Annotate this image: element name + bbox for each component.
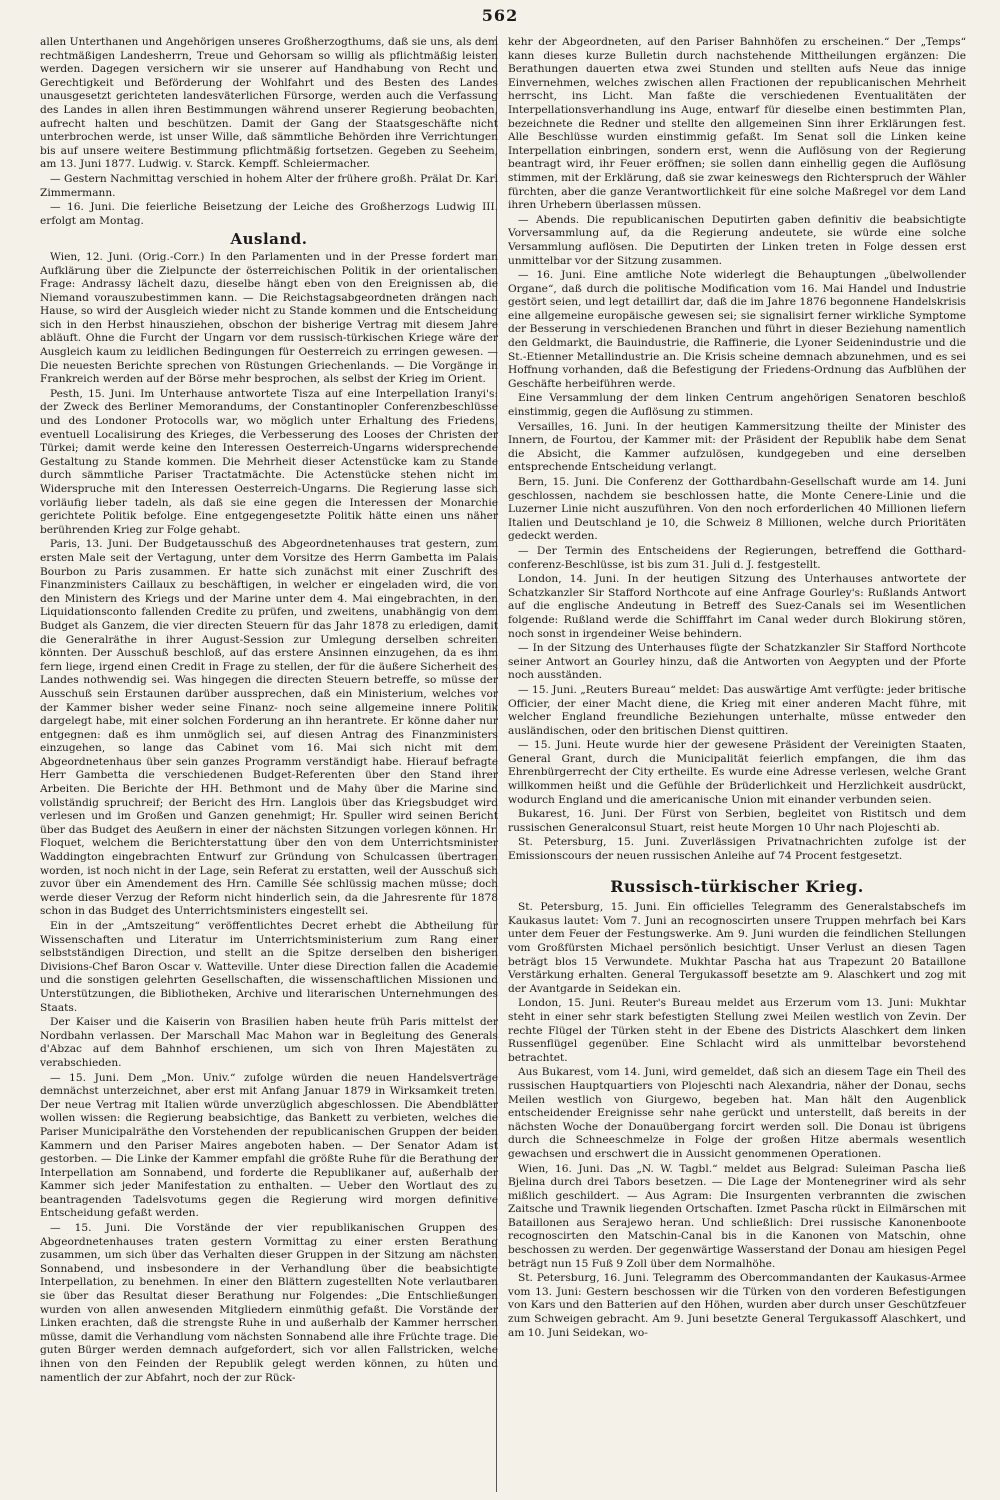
paragraph: — Der Termin des Entscheidens der Regierungen, betreffend die Gotthard-conferenz-Beschlüsse, ist bis zum 31. Juli d. J. festgestellt.	[508, 544, 966, 571]
paragraph: St. Petersburg, 16. Juni. Telegramm des Obercommandanten der Kaukasus-Armee vom 13. Juni: Gestern beschossen wir die Türken von den vorderen Befestigungen von Kars und den Batterien auf den Höhen, wurden aber durch unser Geschützfeuer zum Schweigen gebracht. Am 9. Juni besetzte General Tergukassoff Alaschkert, und am 10. Juni Seidekan, wo-	[508, 1272, 966, 1339]
paragraph: Eine Versammlung der dem linken Centrum angehörigen Senatoren beschloß einstimmig, gegen die Auflösung zu stimmen.	[508, 392, 966, 419]
paragraph: — 15. Juni. Die Vorstände der vier republikanischen Gruppen des Abgeordnetenhauses traten gestern Vormittag zu einer ersten Berathung zusammen, um sich über das Verhalten dieser Gruppen in der Sitzung am nächsten Sonnabend, und insbesondere in der Verhandlung über die beabsichtigte Interpellation, zu benehmen. In einer den Blättern zugestellten Note verlautbaren sie über das Resultat dieser Berathung nur Folgendes: „Die Entschließungen wurden von allen anwesenden Mitgliedern einmüthig gefaßt. Die Vorstände der Linken erachten, daß die strengste Ruhe in und außerhalb der Kammer herrschen müsse, damit die Verhandlung vom nächsten Sonnabend alle ihre Früchte trage. Die guten Bürger werden demnach aufgefordert, sich vor allen Fallstricken, welche ihnen von den Feinden der Republik gelegt werden können, zu hüten und namentlich der zur Abfahrt, noch der zur Rück-	[40, 1222, 498, 1384]
paragraph: — 16. Juni. Eine amtliche Note widerlegt die Behauptungen „übelwollender Organe“, daß durch die politische Modification vom 16. Mai Handel und Industrie gestört seien, und legt detaillirt dar, daß die im Jahre 1876 begonnene Handelskrisis eine allgemeine europäische gewesen sei; sie signalisirt ferner wirkliche Symptome der Besserung in verschiedenen Branchen und führt in dieser Beziehung namentlich den Geldmarkt, die Bauindustrie, die Raffinerie, die Lyoner Seidenindustrie und die St.-Etienner Metallindustrie an. Die Krisis scheine demnach abzunehmen, und es sei Hoffnung vorhanden, daß die Befestigung der Friedens-Ordnung das Aufblühen der Geschäfte herbeiführen werde.	[508, 269, 966, 390]
paragraph: Wien, 16. Juni. Das „N. W. Tagbl.“ meldet aus Belgrad: Suleiman Pascha ließ Bjelina durch drei Tabors besetzen. — Die Lage der Montenegriner wird als sehr mißlich geschildert. — Aus Agram: Die Insurgenten verbrannten die zwischen Zaitsche und Trawnik liegenden Ortschaften. Izmet Pascha rückt in Eilmärschen mit Bataillonen aus Serajewo heran. Und schließlich: Drei russische Kanonenboote recognoscirten den Matschin-Canal bis in die Kanonen von Matschin, ohne beschossen zu werden. Der gegenwärtige Wasserstand der Donau am hiesigen Pegel beträgt nun 15 Fuß 9 Zoll über dem Normalhöhe.	[508, 1162, 966, 1270]
paragraph: Der Kaiser und die Kaiserin von Brasilien haben heute früh Paris mittelst der Nordbahn verlassen. Der Marschall Mac Mahon war in Begleitung des Generals d'Abzac auf dem Bahnhof erschienen, um sich von Ihren Majestäten zu verabschieden.	[40, 1016, 498, 1069]
paragraph: — 15. Juni. „Reuters Bureau“ meldet: Das auswärtige Amt verfügte: jeder britische Officier, der einer Macht diene, die Krieg mit einer anderen Macht führe, mit welcher England freundliche Beziehungen unterhalte, müsse entweder den ausländischen, oder den britischen Dienst quittiren.	[508, 683, 966, 737]
left-paragraphs-bottom	[40, 251, 498, 1385]
right-paragraphs-bottom	[508, 901, 966, 1340]
paragraph: — 15. Juni. Dem „Mon. Univ.“ zufolge würden die neuen Handelsverträge demnächst unterzeichnet, aber erst mit Anfang Januar 1879 in Wirksamkeit treten. Der neue Vertrag mit Italien würde unverzüglich abgeschlossen. Die Abendblätter wollen wissen: die Regierung beabsichtige, das Bankett zu verbieten, welches die Pariser Municipalräthe den Vorstehenden der republicanischen Gruppen der beiden Kammern und den Pariser Maires angeboten haben. — Der Senator Adam ist gestorben. — Die Linke der Kammer empfahl die größte Ruhe für die Berathung der Interpellation am Sonnabend, und forderte die Republikaner auf, außerhalb der Kammer sich jeder Manifestation zu enthalten. — Ueber den Wortlaut des zu beantragenden Tadelsvotums gegen die Regierung wird morgen definitive Entscheidung gefaßt werden.	[40, 1071, 498, 1220]
page-number: 562	[481, 6, 519, 25]
paragraph: London, 15. Juni. Reuter's Bureau meldet aus Erzerum vom 13. Juni: Mukhtar steht in einer sehr stark befestigten Stellung zwei Meilen westlich von Zevin. Der rechte Flügel der Türken steht in der Ebene des Districts Alaschkert dem linken Russenflügel gegenüber. Eine Schlacht wird als unmittelbar bevorstehend betrachtet.	[508, 997, 966, 1064]
paragraph: Bukarest, 16. Juni. Der Fürst von Serbien, begleitet von Ristitsch und dem russischen Generalconsul Stuart, reist heute Morgen 10 Uhr nach Plojeschti ab.	[508, 808, 966, 834]
paragraph: Bern, 15. Juni. Die Conferenz der Gotthardbahn-Gesellschaft wurde am 14. Juni geschlossen, nachdem sie beschlossen hatte, die Monte Cenere-Linie und die Luzerner Linie nicht auszuführen. Von den noch erforderlichen 40 Millionen liefern Italien und Deutschland je 10, die Schweiz 8 Millionen, welche durch Prioritäten gedeckt werden.	[508, 476, 966, 543]
paragraph: Versailles, 16. Juni. In der heutigen Kammersitzung theilte der Minister des Innern, de Fourtou, der Kammer mit: der Präsident der Republik habe dem Senat die Absicht, die Kammer aufzulösen, kundgegeben und eine derselben entsprechende Entscheidung verlangt.	[508, 420, 966, 474]
paragraph: — In der Sitzung des Unterhauses fügte der Schatzkanzler Sir Stafford Northcote seiner Antwort an Gourley hinzu, daß die Antworten von Aegypten und der Pforte noch ausständen.	[508, 642, 966, 682]
paragraph: Wien, 12. Juni. (Orig.-Corr.) In den Parlamenten und in der Presse fordert man Aufklärung über die Zielpuncte der österreichischen Politik in der orientalischen Frage: Andrassy lächelt dazu, dieselbe hängt eben von den Ereignissen ab, die Niemand vorauszubestimmen kann. — Die Reichstagsabgeordneten drängen nach Hause, so wird der Ausgleich wieder nicht zu Stande kommen und die Entscheidung sich in den Herbst hinausziehen, obschon der bisherige Vertrag mit diesem Jahre abläuft. Ohne die Furcht der Ungarn vor dem russisch-türkischen Kriege wäre der Ausgleich kaum zu leidlichen Bedingungen für Oesterreich zu erringen gewesen. — Die neuesten Berichte sprechen von Rüstungen Griechenlands. — Die Vorgänge in Frankreich werden auf der Börse mehr besprochen, als selbst der Krieg im Orient.	[40, 250, 498, 386]
paragraph: — Abends. Die republicanischen Deputirten gaben definitiv die beabsichtigte Vorversammlung auf, da die Regierung andeutete, sie würde eine solche Versammlung auflösen. Die Deputirten der Linken treten in Folge dessen erst unmittelbar vor der Sitzung zusammen.	[508, 213, 966, 267]
right-paragraphs-top	[508, 36, 966, 864]
paragraph: Ein in der „Amtszeitung“ veröffentlichtes Decret erhebt die Abtheilung für Wissenschaften und Literatur im Unterrichtsministerium zum Rang einer selbstständigen Direction, und stellt an die Spitze derselben den bisherigen Divisions-Chef Baron Oscar v. Watteville. Unter diese Direction fallen die Academie und die sonstigen gelehrten Gesellschaften, die wissenschaftlichen Missionen und Unterstützungen, die Bibliotheken, Archive und literarischen Unternehmungen des Staats.	[40, 920, 498, 1014]
paragraph: kehr der Abgeordneten, auf den Pariser Bahnhöfen zu erscheinen.“ Der „Temps“ kann dieses kurze Bulletin durch nachstehende Mittheilungen ergänzen: Die Berathungen dauerten etwa zwei Stunden und stellten aufs Neue das innige Einvernehmen, welches zwischen allen Fractionen der republicanischen Mehrheit herrscht, ins Licht. Man faßte die verschiedenen Eventualitäten der Interpellationsverhandlung ins Auge, entwarf für dieselbe einen bestimmten Plan, bezeichnete die Redner und stellte den allgemeinen Sinn ihrer Erklärungen fest. Alle Beschlüsse wurden einstimmig gefaßt. Im Senat soll die Linken keine Interpellation einbringen, sondern erst, wenn die Auflösung von der Regierung beantragt wird, ihr Feuer eröffnen; sie sollen dann einhellig gegen die Auflösung stimmen, mit der Erklärung, daß sie zwar keineswegs den Richterspruch der Wähler fürchten, aber die ganze Verantwortlichkeit für eine solche Maßregel vor dem Land ihren Urhebern überlassen müssen.	[508, 36, 966, 212]
paragraph: — Gestern Nachmittag verschied in hohem Alter der frühere großh. Prälat Dr. Karl Zimmermann.	[40, 172, 498, 199]
paragraph: — 16. Juni. Die feierliche Beisetzung der Leiche des Großherzogs Ludwig III. erfolgt am Montag.	[40, 201, 498, 227]
paragraph: Aus Bukarest, vom 14. Juni, wird gemeldet, daß sich an diesem Tage ein Theil des russischen Hauptquartiers von Plojeschti nach Alexandria, näher der Donau, sechs Meilen westlich von Giurgewo, begeben hat. Man hält den Augenblick entscheidender Ereignisse sehr nahe gerückt und unterstellt, daß bereits in der nächsten Woche der Donauübergang forcirt werden soll. Die Donau ist übrigens durch die Schneeschmelze in Folge der großen Hitze abermals wesentlich gewachsen und erschwert die in Aussicht genommenen Operationen.	[508, 1066, 966, 1160]
paragraph: allen Unterthanen und Angehörigen unseres Großherzogthums, daß sie uns, als dem rechtmäßigen Landesherrn, Treue und Gehorsam so willig als pflichtmäßig leisten werden. Dagegen versichern wir sie unserer auf Handhabung von Recht und Gerechtigkeit und Beförderung der Wohlfahrt und des Besten des Landes unausgesetzt gerichteten landesväterlichen Fürsorge, werden auch die Verfassung des Landes in allen ihren Bestimmungen während unserer Regierung beobachten, aufrecht halten und beschützen. Damit der Gang der Staatsgeschäfte nicht unterbrochen werde, ist unser Wille, daß sämmtliche Behörden ihre Verrichtungen bis auf unsere weitere Bestimmung pflichtmäßig fortsetzen. Gegeben zu Seeheim, am 13. Juni 1877. Ludwig. v. Starck. Kempff. Schleiermacher.	[40, 36, 498, 171]
paragraph: London, 14. Juni. In der heutigen Sitzung des Unterhauses antwortete der Schatzkanzler Sir Stafford Northcote auf eine Anfrage Gourley's: Rußlands Antwort auf die englische Andeutung in Betreff des Suez-Canals sei im Wesentlichen folgende: Rußland werde die Schifffahrt im Canal weder durch Blokirung stören, noch sonst in irgendeiner Weise behindern.	[508, 573, 966, 640]
paragraph: Paris, 13. Juni. Der Budgetausschuß des Abgeordnetenhauses trat gestern, zum ersten Male seit der Vertagung, unter dem Vorsitze des Herrn Gambetta im Palais Bourbon zu Paris zusammen. Er hatte sich zunächst mit einer Zuschrift des Finanzministers Caillaux zu beschäftigen, in welcher er eingeladen wird, die von den Ministern des Kriegs und der Marine unter dem 4. Mai eingebrachten, in den Liquidationsconto fallenden Credite zu prüfen, und zweitens, unabhängig von dem Budget als Ganzem, die vier directen Steuern für das Jahr 1878 zu erledigen, damit die Generalräthe in ihrer August-Session zur Umlegung derselben schreiten könnten. Der Ausschuß beschloß, auf das erstere Ansinnen einzugehen, da es ihm fern liege, irgend einen Credit in Frage zu stellen, der für die äußere Sicherheit des Landes nothwendig sei. Was hingegen die directen Steuern betreffe, so müsse der Ausschuß sein Erstaunen darüber aussprechen, daß ein Ministerium, welches vor der Kammer bisher weder seine Finanz- noch seine allgemeine innere Politik dargelegt habe, mit einer solchen Forderung an ihn herantrete. Er könne daher nur entgegnen: daß es ihm unmöglich sei, auf diesen Antrag des Finanzministers einzugehen, so lange das Cabinet vom 16. Mai sich nicht mit dem Abgeordnetenhaus über sein ganzes Programm verständigt habe. Hierauf befragte Herr Gambetta die verschiedenen Budget-Referenten über den Stand ihrer Arbeiten. Die Berichte der HH. Bethmont und de Mahy über die Marine sind vollständig spruchreif; der Bericht des Hrn. Langlois über das Kriegsbudget wird verlesen und im Großen und Ganzen genehmigt; Hr. Spuller wird seinen Bericht über das Budget des Aeußern in einer der nächsten Sitzungen vorlegen können. Hr. Floquet, welchem die Berichterstattung über den von dem Unterrichtsminister Waddington eingebrachten Entwurf zur Gründung von Schulcassen übertragen worden, ist noch nicht in der Lage, sein Referat zu erstatten, weil der Ausschuß sich zuvor über ein Amendement des Hrn. Camille Sée schlüssig machen müsse; doch werde dieser Verzug der Reform nicht hinderlich sein, da die Jahresrente für 1878 schon in das Budget des Unterrichtsministers eingestellt sei.	[40, 538, 498, 918]
paragraph: St. Petersburg, 15. Juni. Ein officielles Telegramm des Generalstabschefs im Kaukasus lautet: Vom 7. Juni an recognoscirten unsere Truppen mehrfach bei Kars unter dem Feuer der Festungswerke. Am 9. Juni wurden die feindlichen Stellungen vom Großfürsten Michael persönlich besichtigt. Unser Verlust an diesen Tagen beträgt blos 15 Verwundete. Mukhtar Pascha hat aus Trapezunt 20 Bataillone Verstärkung erhalten. General Tergukassoff besetzte am 9. Alaschkert und zog mit der Avantgarde in Seidekan ein.	[508, 901, 966, 995]
section-heading-krieg: Russisch-türkischer Krieg.	[610, 876, 864, 896]
right-column	[508, 36, 966, 1492]
left-paragraphs-top	[40, 36, 498, 228]
paragraph: St. Petersburg, 15. Juni. Zuverlässigen Privatnachrichten zufolge ist der Emissionscours der neuen russischen Anleihe auf 74 Procent festgesetzt.	[508, 836, 966, 863]
left-column	[40, 36, 498, 1492]
paragraph: — 15. Juni. Heute wurde hier der gewesene Präsident der Vereinigten Staaten, General Grant, durch die Municipalität feierlich empfangen, die ihm das Ehrenbürgerrecht der City ertheilte. Es wurde eine Adresse verlesen, welche Grant willkommen heißt und die Gefühle der Brüderlichkeit und Herzlichkeit ausdrückt, wodurch England und die americanische Union mit einander verbunden seien.	[508, 739, 966, 806]
section-heading-ausland: Ausland.	[230, 230, 308, 249]
paragraph: Pesth, 15. Juni. Im Unterhause antwortete Tisza auf eine Interpellation Iranyi's: der Zweck des Berliner Memorandums, der Constantinopler Conferenzbeschlüsse und des Londoner Protocolls war, wo möglich unter Erhaltung des Friedens, eventuell Localisirung des Krieges, die Verbesserung des Looses der Christen der Türkei; damit werde keine den Interessen Oesterreich-Ungarns widersprechende Gestaltung zu Stande kommen. Die Mehrheit dieser Actenstücke kam zu Stande durch sämmtliche Pariser Tractatmächte. Die Actenstücke stehen nicht im Widerspruche mit den Interessen Oesterreich-Ungarns. Die Regierung lasse sich vorläufig lieber tadeln, als daß sie eine gegen die Interessen der Monarchie gerichtete Politik befolge. Eine entgegengesetzte Politik hätte einen uns näher berührenden Krieg zur Folge gehabt.	[40, 387, 498, 536]
